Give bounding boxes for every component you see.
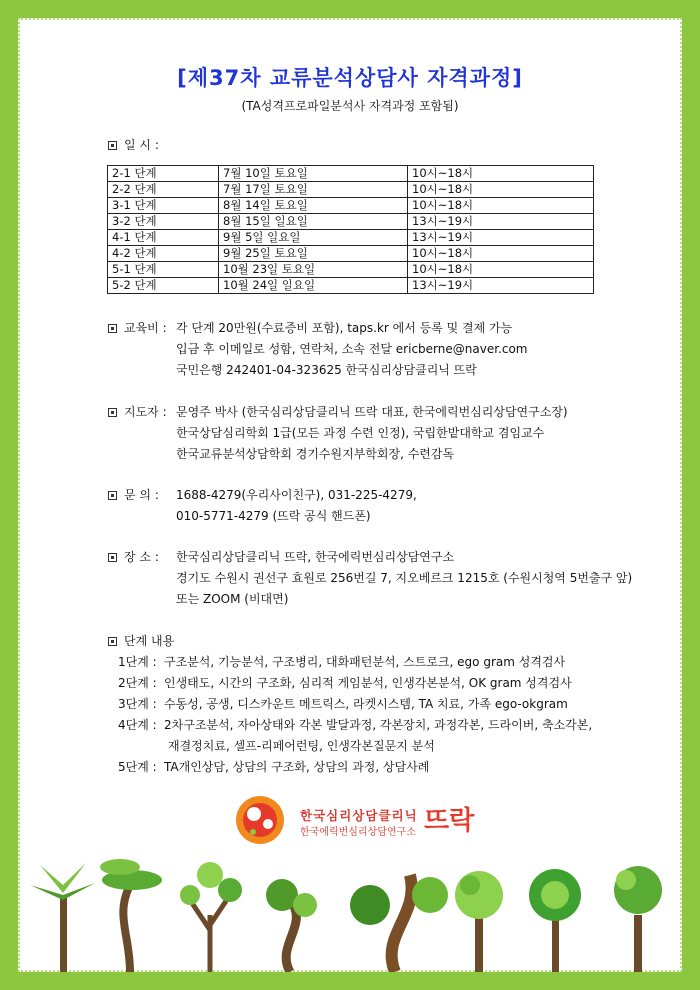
page-title: [제37차 교류분석상담사 자격과정]	[177, 66, 523, 90]
tree-icon	[180, 862, 242, 972]
schedule-row	[108, 198, 594, 214]
contents-item-text: 인생태도, 시간의 구조화, 심리적 게임분석, 인생각본분석, OK gram 성격검사	[164, 676, 572, 690]
place-line: 또는 ZOOM (비대면)	[176, 592, 289, 606]
fee-line: 각 단계 20만원(수료증비 포함), taps.kr 에서 등록 및 결제 가능	[176, 321, 513, 335]
schedule-date: 10월 23일 토요일	[219, 262, 408, 278]
schedule-stage: 4-2 단계	[108, 246, 219, 262]
contact-heading-label: 문 의 :	[124, 488, 159, 502]
tree-icon	[100, 859, 162, 972]
tree-icon	[455, 871, 503, 972]
schedule-stage: 5-2 단계	[108, 278, 219, 294]
schedule-stage: 3-1 단계	[108, 198, 219, 214]
schedule-table	[107, 165, 594, 294]
logo-brand: 뜨락	[424, 806, 475, 836]
contents-item-label: 1단계 :	[118, 655, 157, 669]
contents-heading	[108, 631, 174, 652]
bullet-icon	[108, 637, 117, 646]
schedule-row	[108, 166, 594, 182]
tree-icon	[529, 869, 581, 972]
instructor-heading	[108, 402, 167, 423]
schedule-date: 8월 14일 토요일	[219, 198, 408, 214]
contents-item-text: 재결정치료, 셀프-리페어런팅, 인생각본질문지 분석	[168, 739, 435, 753]
contents-item-text: 수동성, 공생, 디스카운트 메트릭스, 라켓시스템, TA 치료, 가족 ego-okgram	[164, 697, 568, 711]
contents-item-label: 3단계 :	[118, 697, 157, 711]
bullet-icon	[108, 324, 117, 333]
tree-icon	[30, 863, 95, 972]
contents-item-text: TA개인상담, 상담의 구조화, 상담의 과정, 상담사례	[164, 760, 430, 774]
fee-line: 입금 후 이메일로 성함, 연락처, 소속 전달 ericberne@naver.com	[176, 342, 528, 356]
schedule-time: 10시~18시	[408, 198, 594, 214]
fee-heading-label: 교육비 :	[124, 321, 167, 335]
schedule-stage: 2-1 단계	[108, 166, 219, 182]
schedule-time: 10시~18시	[408, 182, 594, 198]
instructor-line: 한국상담심리학회 1급(모든 과정 수련 인정), 국립한밭대학교 겸임교수	[176, 426, 545, 440]
place-line: 경기도 수원시 권선구 효원로 256번길 7, 지오베르크 1215호 (수원시청역 5번출구 앞)	[176, 571, 633, 585]
schedule-date: 10월 24일 일요일	[219, 278, 408, 294]
schedule-date: 9월 25일 토요일	[219, 246, 408, 262]
schedule-row	[108, 278, 594, 294]
schedule-time: 13시~19시	[408, 214, 594, 230]
schedule-heading	[108, 135, 159, 156]
schedule-heading-label: 일 시 :	[124, 138, 159, 152]
tree-icon	[350, 875, 448, 972]
fee-line: 국민은행 242401-04-323625 한국심리상담클리닉 뜨락	[176, 363, 477, 377]
contact-line: 010-5771-4279 (뜨락 공식 핸드폰)	[176, 509, 371, 523]
schedule-time: 10시~18시	[408, 246, 594, 262]
instructor-line: 문영주 박사 (한국심리상담클리닉 뜨락 대표, 한국에릭번심리상담연구소장)	[176, 405, 568, 419]
page-subtitle: (TA성격프로파일분석사 자격과정 포함됨)	[241, 99, 459, 113]
schedule-date: 8월 15일 일요일	[219, 214, 408, 230]
schedule-row	[108, 182, 594, 198]
contents-item-label: 2단계 :	[118, 676, 157, 690]
schedule-row	[108, 214, 594, 230]
logo-name: 한국심리상담클리닉	[300, 808, 418, 823]
schedule-time: 10시~18시	[408, 262, 594, 278]
schedule-time: 13시~19시	[408, 278, 594, 294]
schedule-stage: 3-2 단계	[108, 214, 219, 230]
place-heading	[108, 547, 159, 568]
place-heading-label: 장 소 :	[124, 550, 159, 564]
schedule-row	[108, 262, 594, 278]
schedule-time: 10시~18시	[408, 166, 594, 182]
schedule-date: 9월 5일 일요일	[219, 230, 408, 246]
bullet-icon	[108, 408, 117, 417]
tree-icon	[266, 879, 317, 972]
fee-heading	[108, 318, 167, 339]
contact-heading	[108, 485, 159, 506]
instructor-heading-label: 지도자 :	[124, 405, 167, 419]
schedule-row	[108, 246, 594, 262]
place-line: 한국심리상담클리닉 뜨락, 한국에릭번심리상담연구소	[176, 550, 455, 564]
bullet-icon	[108, 491, 117, 500]
bullet-icon	[108, 141, 117, 150]
contents-item-text: 구조분석, 기능분석, 구조병리, 대화패턴분석, 스트로크, ego gram 성격검사	[164, 655, 566, 669]
logo-subname: 한국에릭번심리상담연구소	[300, 827, 416, 838]
schedule-stage: 4-1 단계	[108, 230, 219, 246]
logo-mark-icon	[236, 796, 284, 844]
contents-item-text: 2차구조분석, 자아상태와 각본 발달과정, 각본장치, 과정각본, 드라이버, 축소각본,	[164, 718, 593, 732]
contents-heading-label: 단계 내용	[124, 634, 175, 648]
contact-line: 1688-4279(우리사이친구), 031-225-4279,	[176, 488, 417, 502]
bullet-icon	[108, 553, 117, 562]
tree-illustrations	[20, 855, 680, 972]
instructor-line: 한국교류분석상담학회 경기수원지부학회장, 수련감독	[176, 447, 455, 461]
tree-icon	[614, 866, 662, 972]
contents-item-label: 5단계 :	[118, 760, 157, 774]
contents-item-label: 4단계 :	[118, 718, 157, 732]
schedule-date: 7월 17일 토요일	[219, 182, 408, 198]
schedule-stage: 2-2 단계	[108, 182, 219, 198]
schedule-time: 13시~19시	[408, 230, 594, 246]
schedule-date: 7월 10일 토요일	[219, 166, 408, 182]
schedule-stage: 5-1 단계	[108, 262, 219, 278]
schedule-row	[108, 230, 594, 246]
